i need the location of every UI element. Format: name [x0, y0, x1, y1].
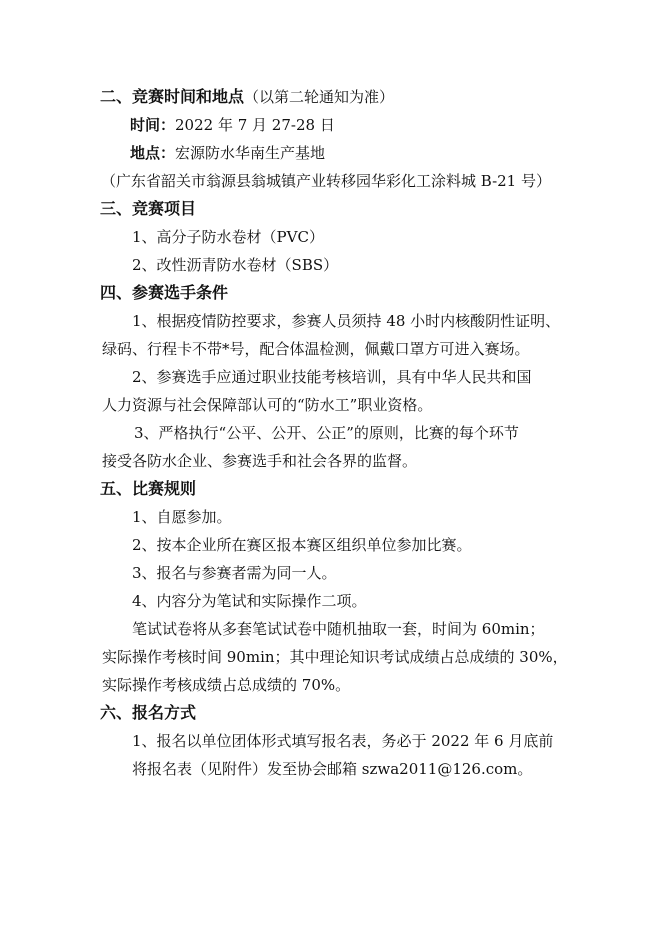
condition3-line2: 接受各防水企业、参赛选手和社会各界的监督。 — [102, 452, 418, 470]
section3-heading: 三、竞赛项目 — [100, 199, 197, 218]
rule-item-4: 4、内容分为笔试和实际操作二项。 — [132, 592, 367, 610]
place-line — [130, 142, 325, 164]
registration-line2: 将报名表（见附件）发至协会邮箱 szwa2011@126.com。 — [132, 760, 533, 778]
section2-heading-note: （以第二轮通知为准） — [244, 88, 395, 106]
condition1-line2: 绿码、行程卡不带*号，配合体温检测，佩戴口罩方可进入赛场。 — [102, 340, 530, 358]
rule-paragraph-line2: 实际操作考核时间 90min；其中理论知识考试成绩占总成绩的 30%， — [102, 648, 568, 666]
rule-item-2: 2、按本企业所在赛区报本赛区组织单位参加比赛。 — [132, 536, 472, 554]
time-label: 时间： — [130, 116, 176, 134]
section5-heading: 五、比赛规则 — [100, 479, 197, 498]
time-line — [130, 114, 335, 136]
section2-heading-line — [100, 86, 394, 108]
registration-line1: 1、报名以单位团体形式填写报名表，务必于 2022 年 6 月底前 — [132, 732, 554, 750]
rule-paragraph-line1: 笔试试卷将从多套笔试试卷中随机抽取一套，时间为 60min； — [132, 620, 545, 638]
address-line: （广东省韶关市翁源县翁城镇产业转移园华彩化工涂料城 B-21 号） — [101, 172, 551, 190]
condition2-line1: 2、参赛选手应通过职业技能考核培训，具有中华人民共和国 — [132, 368, 532, 386]
section4-heading: 四、参赛选手条件 — [100, 283, 229, 302]
condition3-line1: 3、严格执行“公平、公开、公正”的原则，比赛的每个环节 — [134, 424, 519, 442]
time-value: 2022 年 7 月 27-28 日 — [175, 116, 335, 134]
rule-paragraph-line3: 实际操作考核成绩占总成绩的 70%。 — [102, 676, 351, 694]
rule-item-3: 3、报名与参赛者需为同一人。 — [132, 564, 337, 582]
condition2-line2: 人力资源与社会保障部认可的“防水工”职业资格。 — [102, 396, 433, 414]
section6-heading: 六、报名方式 — [100, 703, 197, 722]
project-item-2: 2、改性沥青防水卷材（SBS） — [132, 256, 339, 274]
place-value: 宏源防水华南生产基地 — [175, 144, 326, 162]
place-label: 地点： — [130, 144, 176, 162]
section2-heading: 二、竞赛时间和地点 — [100, 87, 245, 106]
condition1-line1: 1、根据疫情防控要求，参赛人员须持 48 小时内核酸阴性证明、 — [132, 312, 561, 330]
project-item-1: 1、高分子防水卷材（PVC） — [132, 228, 324, 246]
rule-item-1: 1、自愿参加。 — [132, 508, 232, 526]
